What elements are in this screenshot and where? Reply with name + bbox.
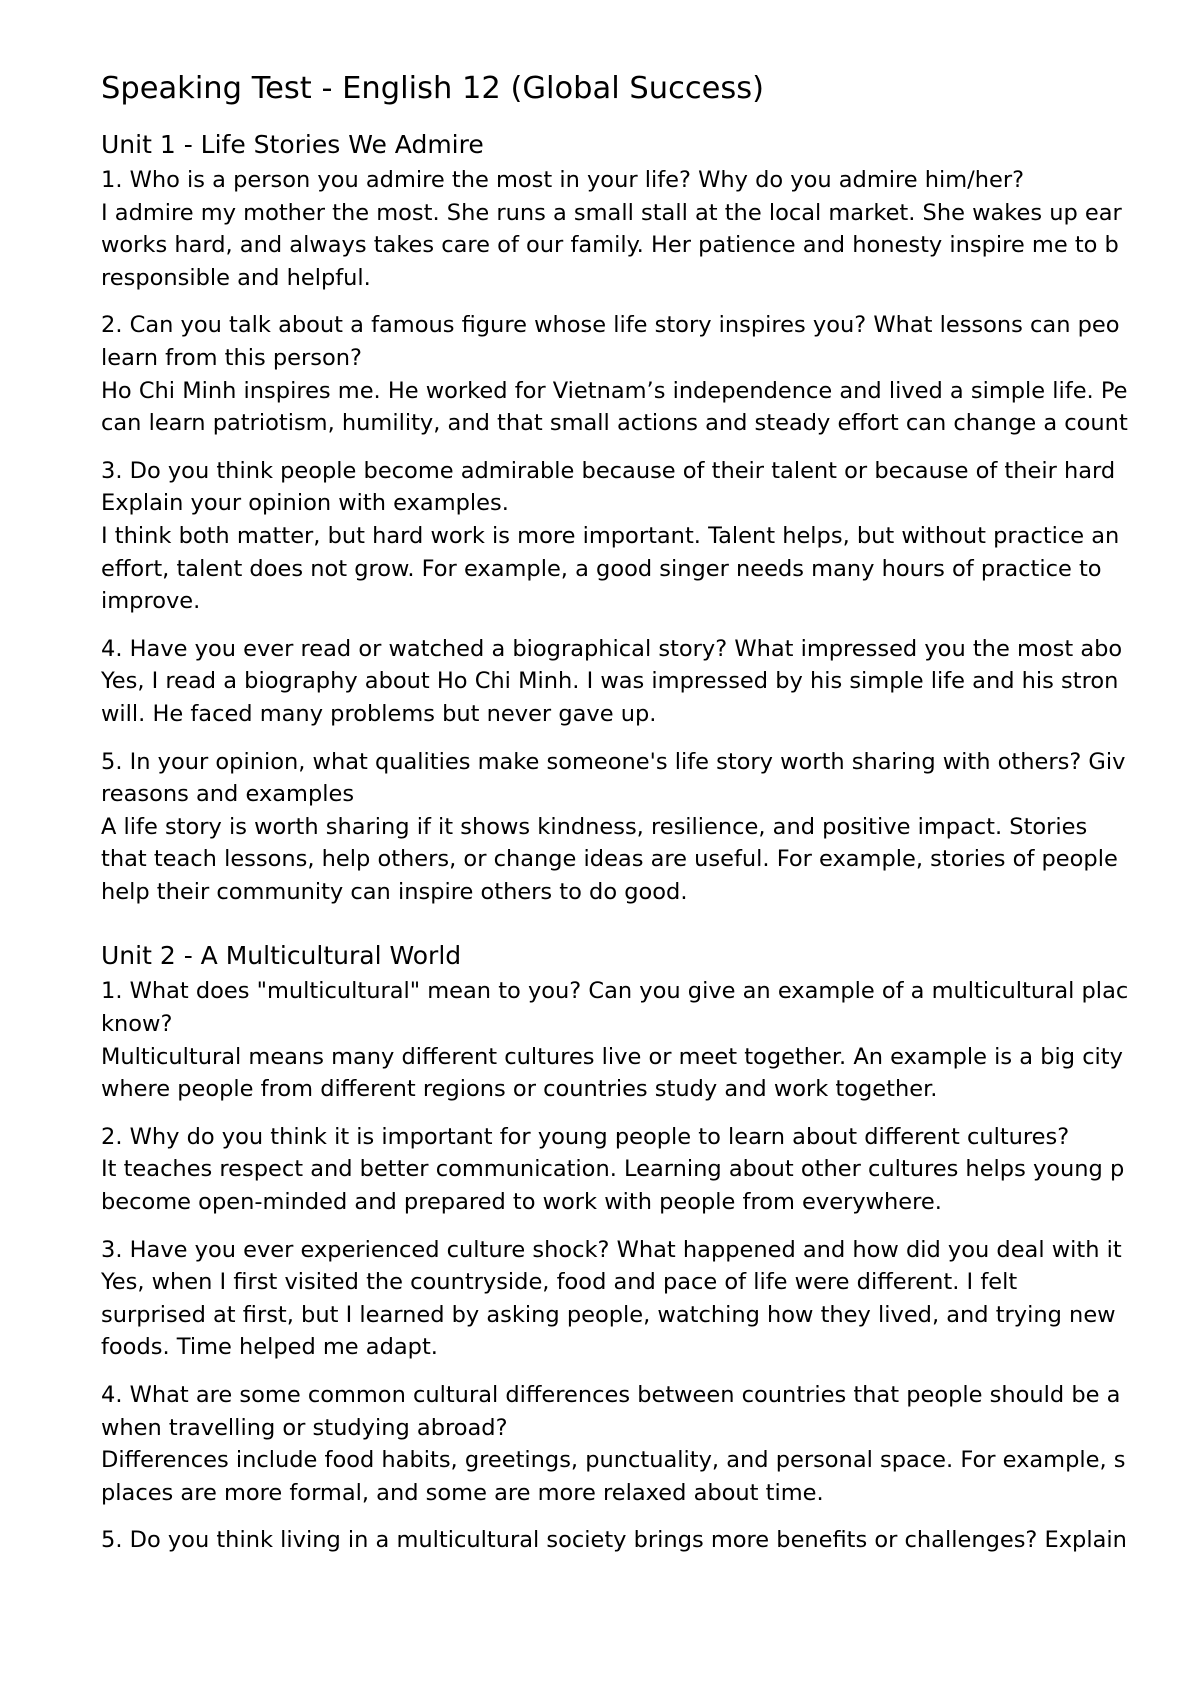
unit-title: Unit 2 - A Multicultural World	[101, 941, 462, 971]
qa-item	[101, 633, 1200, 731]
answer-text: A life story is worth sharing if it shows kindness, resilience, and positive impact. Stories that teach lessons, help others, or change ideas are useful. For example, stories of people help their community can inspire others to do good.	[101, 813, 1118, 905]
qa-item	[101, 975, 1200, 1105]
question-text: 1. What does "multicultural" mean to you? Can you give an example of a multicultural plac know?	[101, 978, 1129, 1038]
unit-section-1	[101, 126, 1200, 908]
qa-item	[101, 1379, 1200, 1509]
question-text: 5. Do you think living in a multicultural society brings more benefits or challenges? Explain	[101, 1527, 1127, 1554]
answer-text: Yes, when I first visited the countryside, food and pace of life were different. I felt surprised at first, but I learned by asking people, watching how they lived, and trying new foods. Time helped me adapt.	[101, 1269, 1116, 1361]
document-title: Speaking Test - English 12 (Global Success)	[101, 71, 765, 106]
qa-item	[101, 455, 1200, 618]
qa-item	[101, 1121, 1200, 1219]
qa-item	[101, 1234, 1200, 1364]
answer-text: I think both matter, but hard work is more important. Talent helps, but without practice an effort, talent does not grow. For example, a good singer needs many hours of practice to improve.	[101, 522, 1120, 615]
question-text: 3. Do you think people become admirable because of their talent or because of their hard Explain your opinion with examples.	[101, 457, 1116, 517]
unit-title: Unit 1 - Life Stories We Admire	[101, 130, 484, 159]
answer-text: I admire my mother the most. She runs a small stall at the local market. She wakes up ear works hard, and always takes care of our family. Her patience and honesty inspire me to b responsible and helpful.	[101, 199, 1122, 291]
answer-text: Ho Chi Minh inspires me. He worked for Vietnam’s independence and lived a simple life. Pe can learn patriotism, humility, and that small actions and steady effort can change a count	[101, 377, 1128, 437]
qa-item	[101, 1524, 1200, 1557]
question-text: 2. Why do you think it is important for young people to learn about different cultures?	[101, 1123, 1070, 1150]
question-text: 5. In your opinion, what qualities make someone's life story worth sharing with others? Giv reasons and examples	[101, 748, 1126, 808]
question-text: 2. Can you talk about a famous figure whose life story inspires you? What lessons can peo learn from this person?	[101, 312, 1120, 371]
qa-item	[101, 746, 1200, 909]
question-text: 4. Have you ever read or watched a biographical story? What impressed you the most abo	[101, 635, 1123, 662]
unit-section-2	[101, 937, 1200, 1557]
answer-text: It teaches respect and better communication. Learning about other cultures helps young p become open-minded and prepared to work with people from everywhere.	[101, 1156, 1125, 1216]
qa-item	[101, 309, 1200, 439]
question-text: 4. What are some common cultural differences between countries that people should be a when travelling or studying abroad?	[101, 1382, 1121, 1441]
answer-text: Differences include food habits, greetings, punctuality, and personal space. For example, s places are more formal, and some are more relaxed about time.	[101, 1447, 1126, 1506]
answer-text: Yes, I read a biography about Ho Chi Minh. I was impressed by his simple life and his stron will. He faced many problems but never gave up.	[101, 668, 1119, 727]
qa-item	[101, 164, 1200, 294]
document-content	[101, 68, 1200, 1572]
answer-text: Multicultural means many different cultures live or meet together. An example is a big city where people from different regions or countries study and work together.	[101, 1043, 1123, 1103]
question-text: 1. Who is a person you admire the most in your life? Why do you admire him/her?	[101, 167, 1025, 193]
question-text: 3. Have you ever experienced culture shock? What happened and how did you deal with it	[101, 1236, 1122, 1263]
